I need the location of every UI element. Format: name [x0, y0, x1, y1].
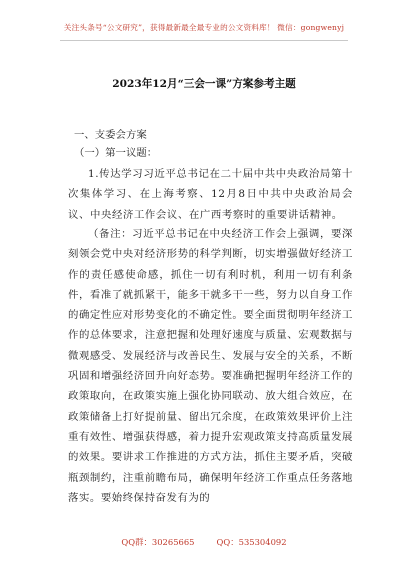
- footer-contacts: [0, 536, 408, 548]
- note-paragraph: （备注：习近平总书记在中央经济工作会上强调，要深刻领会党中央对经济形势的科学判断，切实增强做好经济工作的责任感使命感，抓住一切有利时机，利用一切有利条件，看准了就抓紧干，能多干就多干一些，努力以自身工作的确定性应对形势变化的不确定性。要全面贯彻明年经济工作的总体要求，注意把握和处理好速度与质量、宏观数据与微观感受、发展经济与改善民生、发展与安全的关系，不断巩固和增强经济回升向好态势。要准确把握明年经济工作的政策取向，在政策实施上强化协同联动、放大组合效应，在政策储备上打好提前量、留出冗余度，在政策效果评价上注重有效性、增强获得感，着力提升宏观政策支持高质量发展的效果。要讲求工作推进的方式方法，抓住主要矛盾，突破瓶颈制约，注重前瞻布局，确保明年经济工作重点任务落地落实。要始终保持奋发有为的: [68, 228, 353, 504]
- banner-divider: [60, 40, 348, 41]
- promo-banner: 关注头条号“公文研究”，获得最新最全最专业的公文资料库！ 微信：gongwenyj: [63, 23, 345, 32]
- section-heading: 一、支委会方案: [74, 129, 147, 141]
- footer-qq: QQ：535304092: [216, 537, 287, 547]
- footer-qq-group: QQ群：30265665: [121, 537, 195, 547]
- subsection-heading: （一）第一议题：: [74, 147, 158, 159]
- item-paragraph: 1.传达学习习近平总书记在二十届中共中央政治局第十次集体学习、在上海考察、12月8日中共中央政治局会议、中央经济工作会议、在广西考察时的重要讲话精神。: [68, 168, 353, 221]
- document-title: 2023年12月“三会一课”方案参考主题: [112, 78, 296, 90]
